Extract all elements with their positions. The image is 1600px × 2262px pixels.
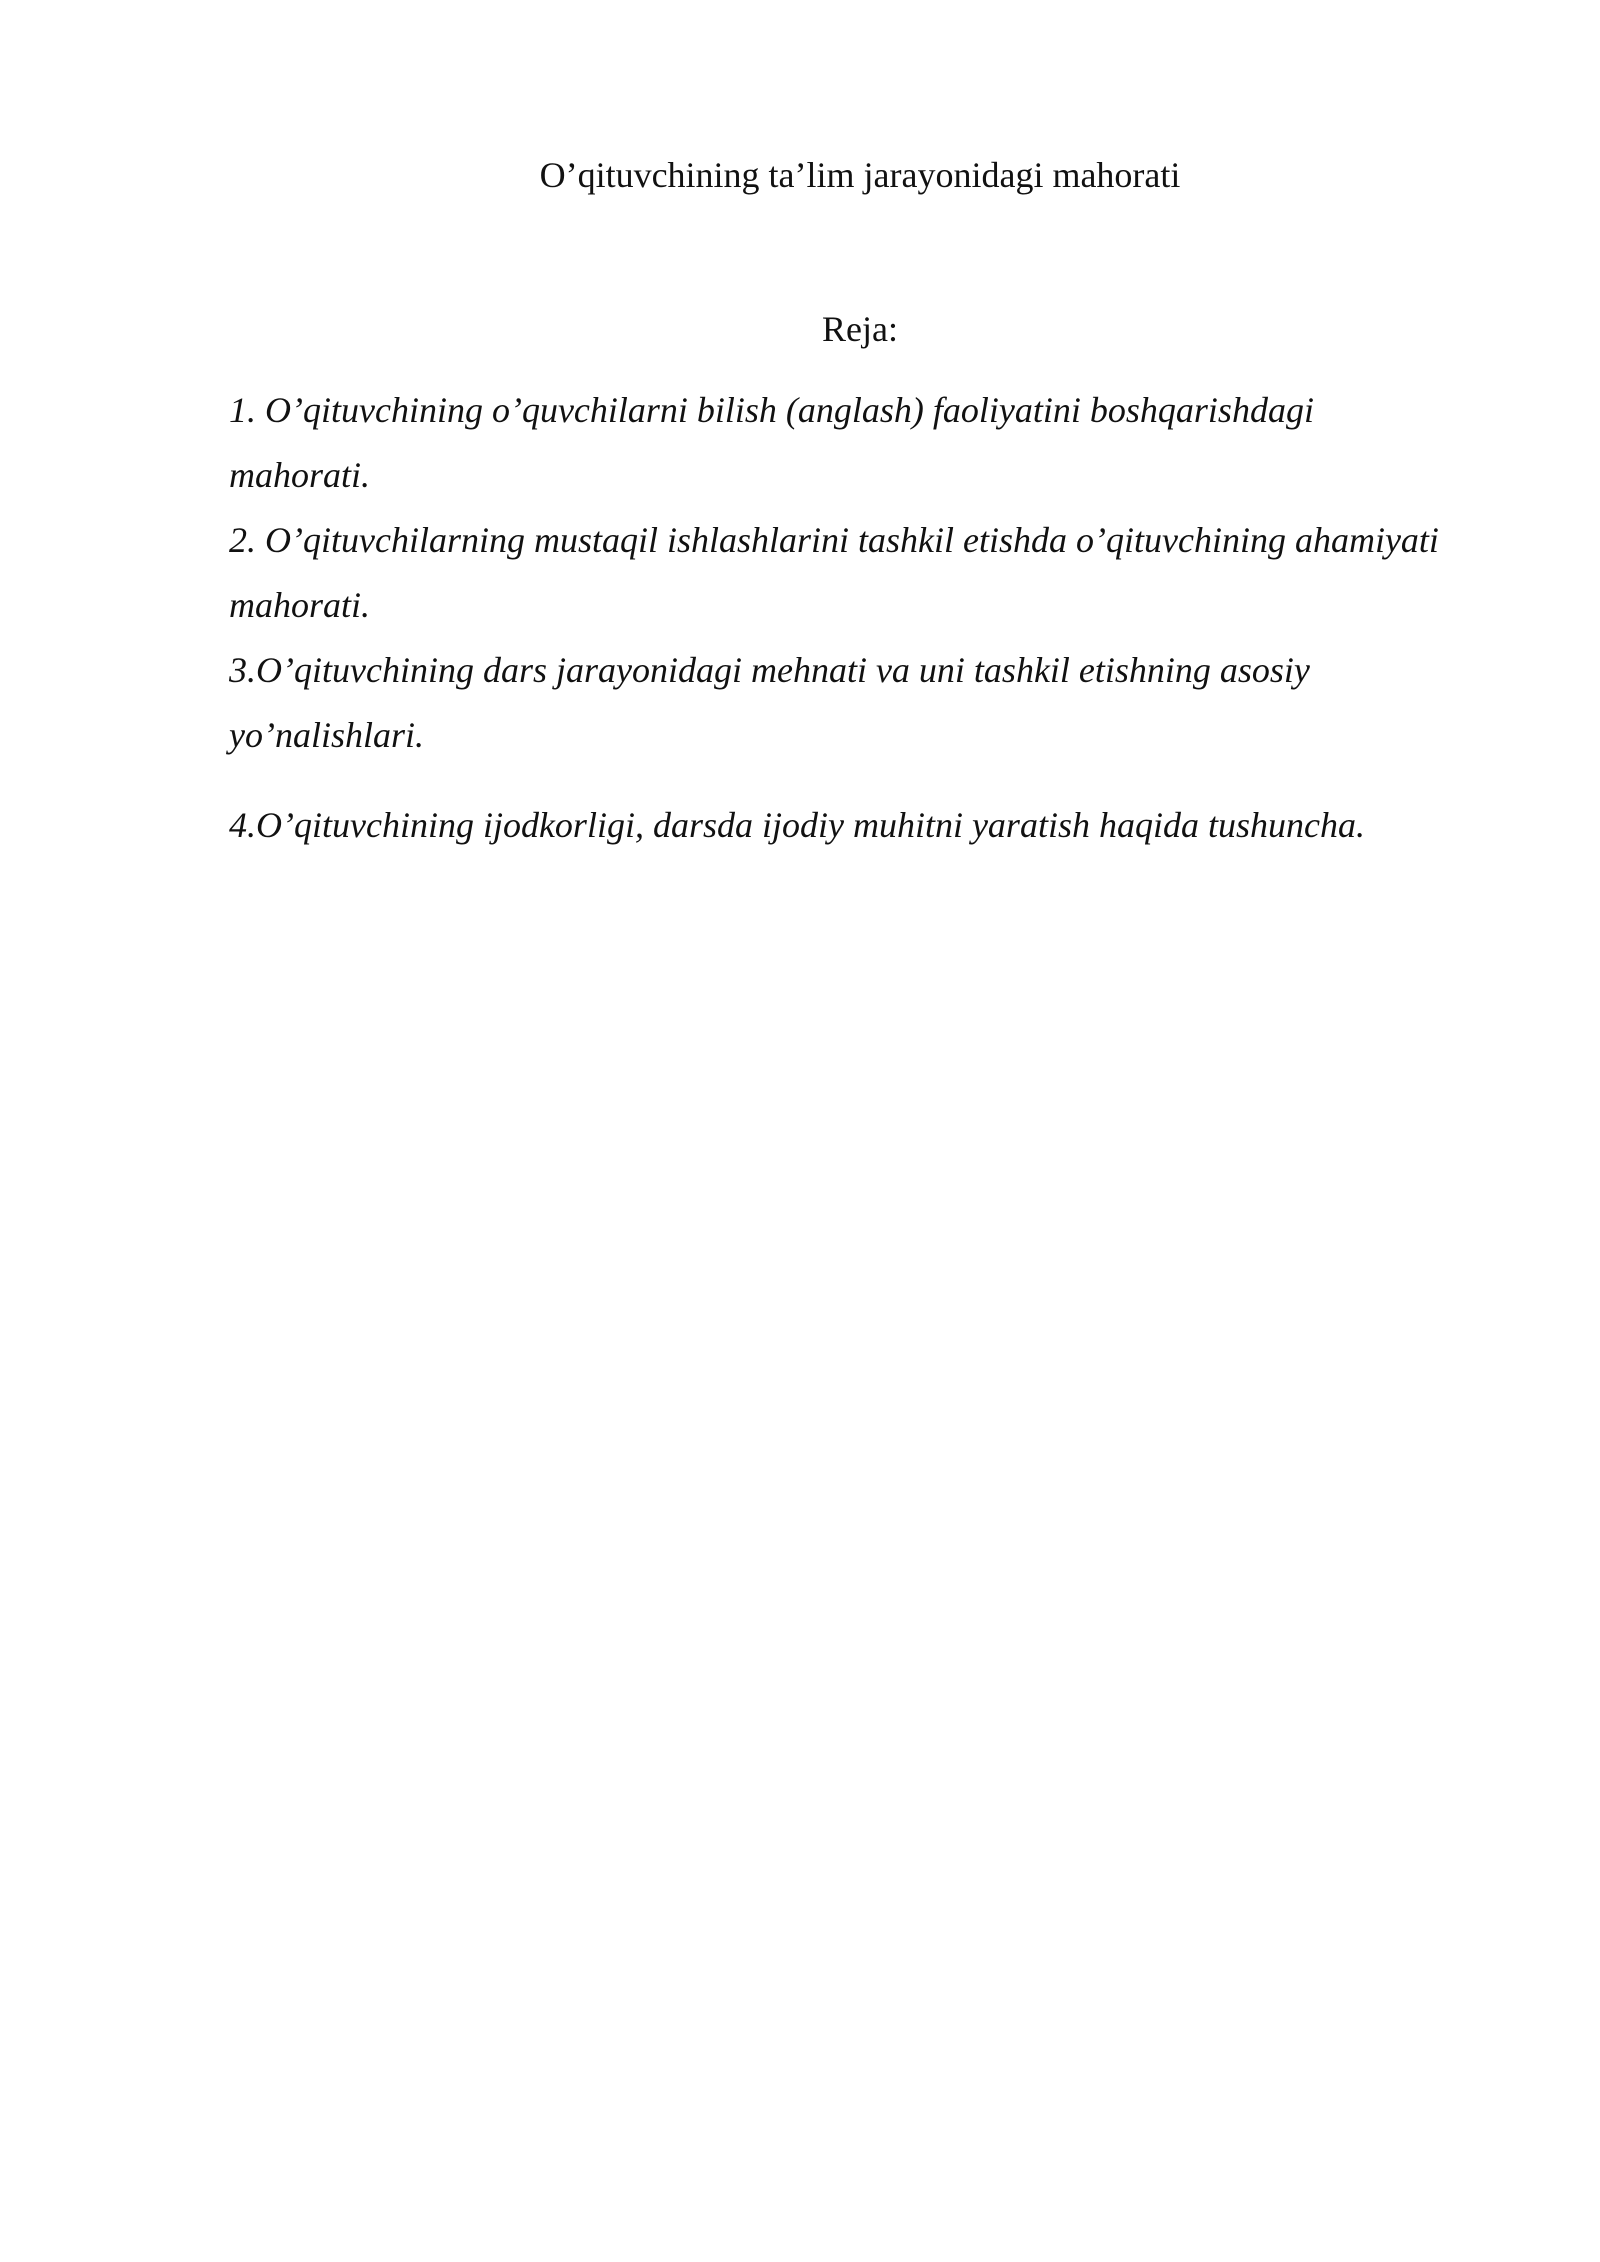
plan-item: 3.O’qituvchining dars jarayonidagi mehnati va uni tashkil etishning asosiy yo’nalishlari. xyxy=(229,650,1310,755)
plan-item: 1. O’qituvchining o’quvchilarni bilish (anglash) faoliyatini boshqarishdagi mahorati. xyxy=(229,390,1314,495)
plan-list xyxy=(229,378,1449,858)
document-title: O’qituvchining ta’lim jarayonidagi mahorati xyxy=(539,155,1181,195)
plan-item: 4.O’qituvchining ijodkorligi, darsda ijodiy muhitni yaratish haqida tushuncha. xyxy=(229,805,1365,845)
plan-item: 2. O’qituvchilarning mustaqil ishlashlarini tashkil etishda o’qituvchining ahamiyati mahorati. xyxy=(229,520,1439,625)
plan-heading: Reja: xyxy=(822,309,898,349)
